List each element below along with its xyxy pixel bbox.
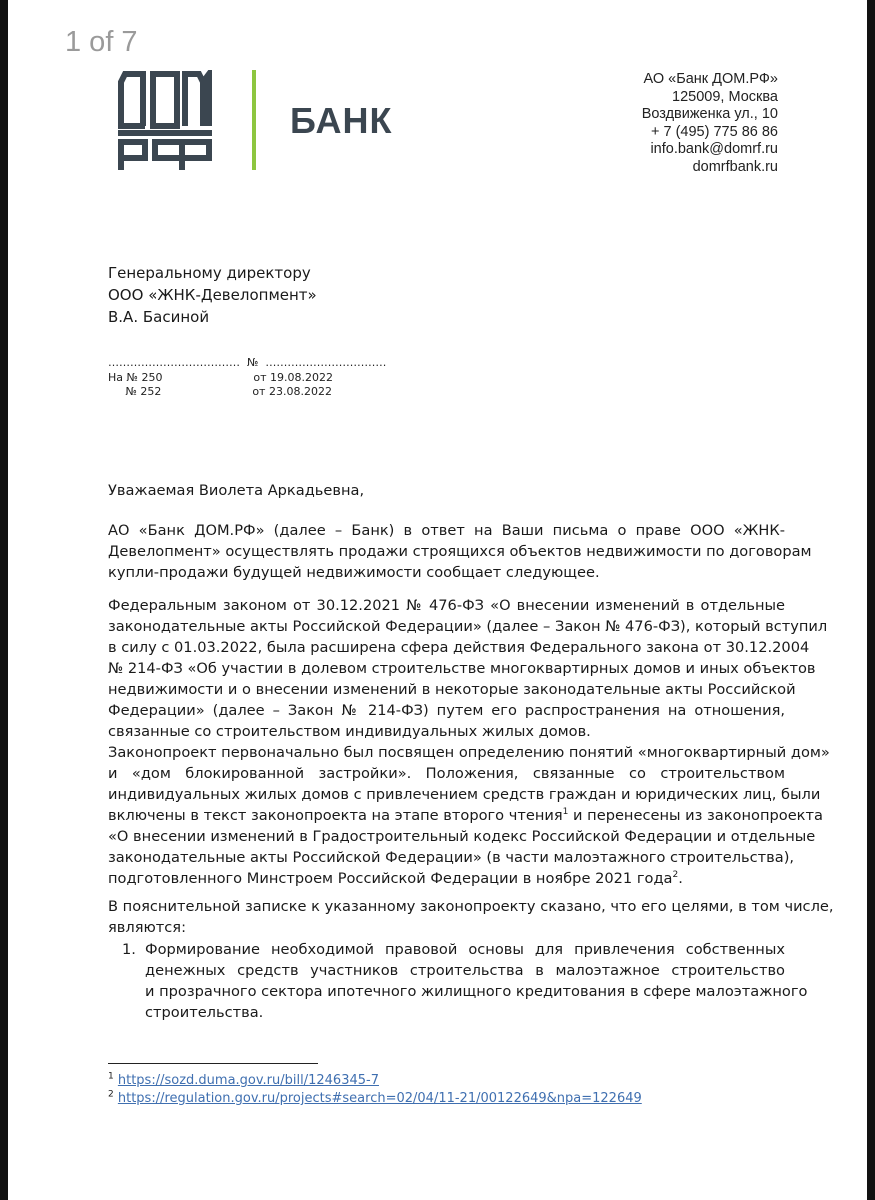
text-line: «О внесении изменений в Градостроительный кодекс Российской Федерации и отдельные: [108, 828, 816, 845]
recipient-line: В.А. Басиной: [108, 308, 210, 326]
text-line: № 214-ФЗ «Об участии в долевом строительстве многоквартирных домов и иных объектов: [108, 660, 816, 677]
text-line: являются:: [108, 919, 186, 936]
reference-block: [108, 356, 386, 400]
recipient-block: [108, 262, 317, 328]
footnote: [108, 1090, 642, 1108]
footnote: [108, 1072, 642, 1090]
text-line: и прозрачного сектора ипотечного жилищного кредитования в сфере малоэтажного: [145, 983, 808, 1000]
footnote-ref: 1: [562, 807, 569, 818]
recipient-line: ООО «ЖНК-Девелопмент»: [108, 286, 317, 304]
text-span: включены в текст законопроекта на этапе второго чтения: [108, 807, 563, 824]
text-line: и «дом блокированной застройки». Положения, связанные со строительством: [108, 765, 785, 782]
paragraph-1: [108, 520, 812, 583]
domrf-logo: [115, 70, 215, 170]
text-line: в силу с 01.03.2022, была расширена сфера действия Федерального закона от 30.12.2004: [108, 639, 810, 656]
address-line: 125009, Москва: [672, 88, 778, 105]
footnote-link[interactable]: https://sozd.duma.gov.ru/bill/1246345-7: [117, 1073, 379, 1088]
address-email: info.bank@domrf.ru: [650, 141, 778, 158]
reference-line: ……………………………… № ……………………………: [108, 356, 387, 369]
salutation: Уважаемая Виолета Аркадьевна,: [108, 482, 365, 499]
text-line: недвижимости и о внесении изменений в некоторые законодательные акты Российской: [108, 681, 796, 698]
paragraph-4: [108, 896, 834, 938]
reference-line: № 252 от 23.08.2022: [108, 385, 332, 398]
text-span: и перенесены из законопроекта: [568, 807, 823, 824]
address-line: АО «Банк ДОМ.РФ»: [643, 71, 778, 87]
list-item: [122, 939, 808, 1023]
list-number: 1.: [122, 941, 136, 958]
page-indicator: 1 of 7: [65, 26, 138, 58]
address-website: domrfbank.ru: [692, 158, 778, 175]
text-line: [108, 805, 823, 826]
footnote-mark: 1: [108, 1071, 114, 1082]
document-page: [8, 0, 867, 1200]
text-line: Формирование необходимой правовой основы для привлечения собственных: [145, 941, 785, 958]
address-phone: + 7 (495) 775 86 86: [651, 123, 778, 140]
text-line: подготовленного Минстроем Российской Федерации в ноябре 2021 года$^2$.: [108, 870, 683, 887]
sender-address: [642, 71, 778, 177]
text-line: индивидуальных жилых домов с привлечением средств граждан и юридических лиц, были: [108, 786, 821, 803]
recipient-line: Генеральному директору: [108, 264, 311, 282]
text-line: законодательные акты Российской Федерации» (в части малоэтажного строительства),: [108, 849, 795, 866]
reference-line: На № 250 от 19.08.2022: [108, 370, 333, 384]
text-line: денежных средств участников строительства в малоэтажное строительство: [145, 962, 785, 979]
text-span: подготовленного Минстроем Российской Федерации в ноябре 2021 года: [108, 870, 673, 887]
footnote-separator: [108, 1063, 318, 1064]
numbered-list: [122, 939, 808, 1023]
logo-divider: [252, 70, 256, 170]
footnote-link[interactable]: https://regulation.gov.ru/projects#search=02/04/11-21/00122649&npa=122649: [117, 1091, 642, 1106]
bank-label: БАНК: [290, 100, 393, 141]
text-line: Федерации» (далее – Закон № 214-ФЗ) путем его распространения на отношения,: [108, 702, 785, 719]
footnotes: [108, 1072, 642, 1108]
address-line: Воздвиженка ул., 10: [641, 106, 778, 123]
text-line: связанные со строительством индивидуальных жилых домов.: [108, 723, 591, 740]
text-line: В пояснительной записке к указанному законопроекту сказано, что его целями, в том числе,: [108, 898, 834, 915]
footnote-ref: 2: [672, 870, 679, 881]
paragraph-2: [108, 595, 828, 742]
text-line: строительства.: [145, 1004, 264, 1021]
paragraph-3: [108, 742, 830, 889]
footnote-mark: 2: [108, 1089, 114, 1100]
text-line: Девелопмент» осуществлять продажи строящихся объектов недвижимости по договорам: [108, 543, 812, 560]
text-line: Федеральным законом от 30.12.2021 № 476-ФЗ «О внесении изменений в отдельные: [108, 597, 785, 614]
text-line: Законопроект первоначально был посвящен определению понятий «многоквартирный дом»: [108, 744, 830, 761]
text-line: законодательные акты Российской Федерации» (далее – Закон № 476-ФЗ), который вступил: [108, 618, 828, 635]
text-line: АО «Банк ДОМ.РФ» (далее – Банк) в ответ на Ваши письма о праве ООО «ЖНК-: [108, 522, 785, 539]
text-line: купли-продажи будущей недвижимости сообщает следующее.: [108, 564, 600, 581]
